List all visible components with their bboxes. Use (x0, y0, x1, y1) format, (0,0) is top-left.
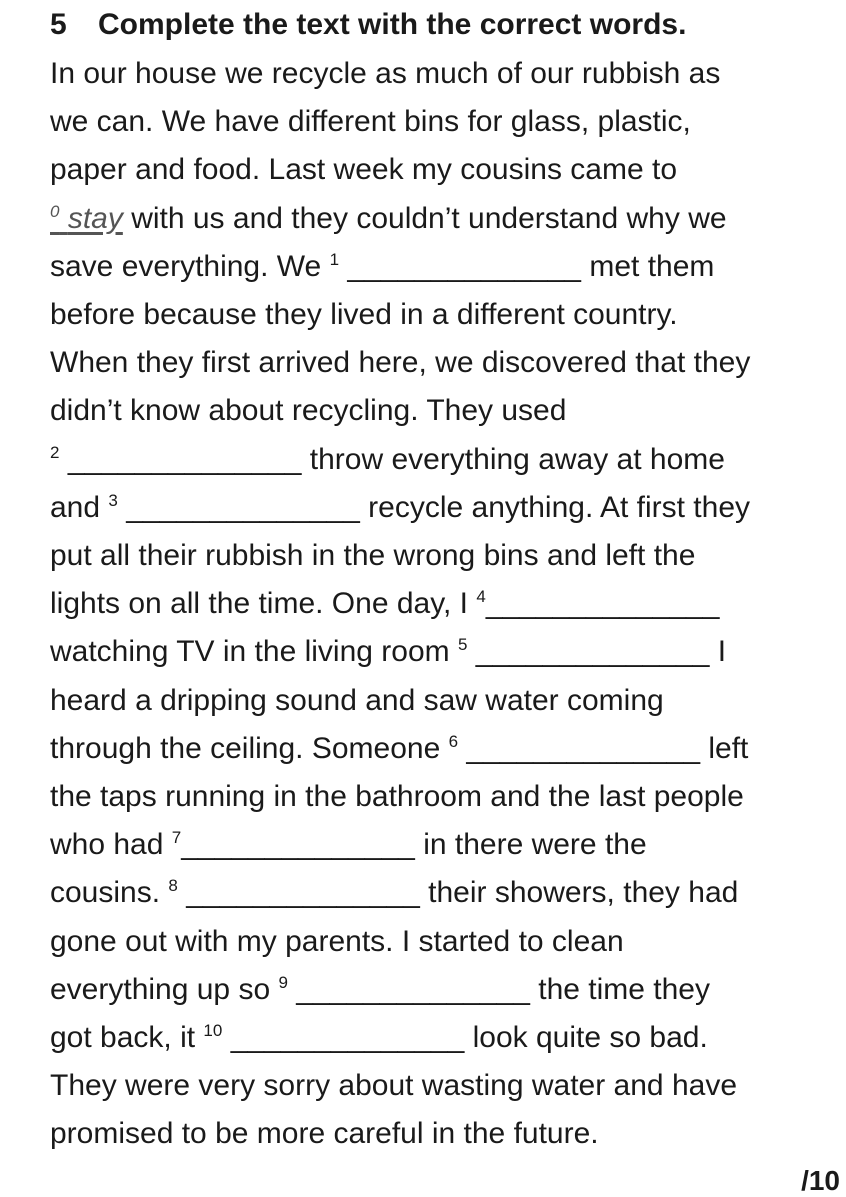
gap-number-8: 8 (168, 876, 178, 896)
answer-blank-9[interactable]: ______________ (296, 972, 530, 1006)
text-line-23: promised to be more careful in the future. (50, 1117, 599, 1151)
answer-blank-4[interactable]: ______________ (485, 587, 720, 621)
gap-number-6: 6 (448, 731, 459, 751)
text-segment: everything up so (50, 972, 271, 1006)
text-line-10 (50, 484, 840, 532)
text-segment: recycle anything. At first they (368, 490, 750, 524)
answer-blank-7[interactable]: ______________ (181, 828, 415, 862)
answer-blank-1[interactable]: ______________ (347, 249, 581, 283)
text-line-6: before because they lived in a different country. (50, 298, 678, 332)
gap-number-10: 10 (203, 1021, 223, 1041)
text-line-8: didn’t know about recycling. They used (50, 394, 567, 428)
text-line-11: put all their rubbish in the wrong bins and left the (50, 539, 696, 573)
answer-blank-5[interactable]: ______________ (475, 635, 710, 669)
answer-blank-10[interactable]: ______________ (230, 1021, 465, 1055)
gap-number-2: 2 (50, 442, 60, 462)
score-total: /10 (801, 1165, 840, 1196)
text-segment: with us and they couldn’t understand why we (131, 201, 727, 235)
text-segment: got back, it (50, 1021, 196, 1055)
text-line-3: paper and food. Last week my cousins came to (50, 153, 678, 187)
text-segment: cousins. (50, 876, 161, 910)
answer-blank-3[interactable]: ______________ (126, 490, 360, 524)
example-answer (50, 202, 123, 235)
text-line-16: the taps running in the bathroom and the last people (50, 780, 744, 814)
text-line-13 (50, 628, 840, 676)
text-line-5 (50, 243, 840, 291)
text-line-9 (50, 436, 840, 484)
exercise-instruction: Complete the text with the correct words. (98, 8, 687, 41)
exercise-heading (50, 0, 840, 50)
text-segment: their showers, they had (428, 876, 739, 910)
text-line-12 (50, 580, 840, 628)
text-line-17 (50, 821, 840, 869)
gap-number-5: 5 (457, 635, 468, 655)
text-segment: watching TV in the living room (50, 635, 450, 669)
answer-blank-8[interactable]: ______________ (186, 876, 420, 910)
text-segment: in there were the (423, 828, 647, 862)
answer-blank-2[interactable]: ______________ (67, 442, 302, 476)
text-line-1: In our house we recycle as much of our rubbish as (50, 57, 721, 90)
text-line-4 (50, 195, 840, 243)
text-segment: left (708, 731, 749, 765)
example-word: stay (67, 201, 123, 235)
text-line-7: When they first arrived here, we discovered that they (50, 346, 751, 380)
text-line-19: gone out with my parents. I started to clean (50, 924, 624, 958)
worksheet (50, 0, 840, 1159)
gap-number-7: 7 (171, 828, 182, 848)
text-line-20 (50, 966, 840, 1014)
text-segment: through the ceiling. Someone (50, 731, 441, 765)
text-segment: and (50, 490, 101, 524)
exercise-number: 5 (50, 8, 67, 41)
text-line-2: we can. We have different bins for glass, plastic, (50, 105, 691, 139)
text-segment: who had (50, 828, 164, 862)
gap-number-1: 1 (329, 249, 340, 269)
text-segment: met them (589, 249, 715, 283)
text-line-22: They were very sorry about wasting water and have (50, 1069, 737, 1103)
text-line-14: heard a dripping sound and saw water coming (50, 683, 664, 717)
text-line-18 (50, 869, 840, 917)
gap-number-4: 4 (476, 587, 486, 607)
answer-blank-6[interactable]: ______________ (466, 731, 701, 765)
text-segment: the time they (538, 972, 710, 1006)
text-line-15 (50, 725, 840, 773)
text-segment: throw everything away at home (309, 442, 725, 476)
text-segment: save everything. We (50, 249, 322, 283)
gap-number-3: 3 (108, 490, 118, 510)
gap-number-0: 0 (50, 201, 60, 221)
text-segment: look quite so bad. (472, 1021, 708, 1055)
text-line-21 (50, 1014, 840, 1062)
text-segment: lights on all the time. One day, I (50, 587, 468, 621)
gap-number-9: 9 (278, 972, 288, 992)
text-segment: I (717, 635, 727, 669)
